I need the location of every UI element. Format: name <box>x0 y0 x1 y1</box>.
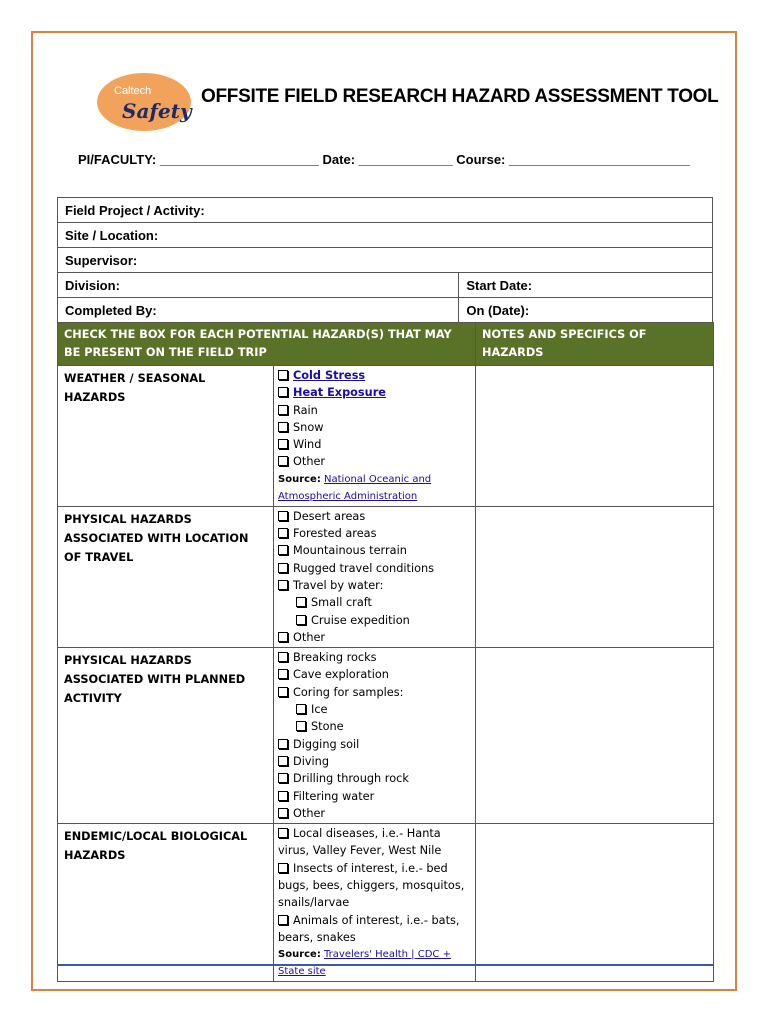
drilling-label: Drilling through rock <box>293 772 409 786</box>
source-label: Source: <box>278 949 321 961</box>
checkbox[interactable] <box>278 773 288 783</box>
checkbox[interactable] <box>278 863 288 873</box>
checkbox[interactable] <box>296 721 306 731</box>
small-craft-label: Small craft <box>311 596 372 610</box>
insects-label: Insects of interest, i.e.- bed bugs, bees, chiggers, mosquitos, snails/larvae <box>278 861 465 910</box>
logo-line2: Safety <box>122 99 192 123</box>
checkbox[interactable] <box>278 456 288 466</box>
completed-by[interactable]: Completed By: <box>58 298 459 323</box>
checkbox[interactable] <box>278 915 288 925</box>
supervisor[interactable]: Supervisor: <box>58 248 713 273</box>
diving-label: Diving <box>293 754 329 768</box>
other-label: Other <box>293 455 326 469</box>
snow-label: Snow <box>293 420 324 434</box>
checkbox[interactable] <box>278 632 288 642</box>
site-location[interactable]: Site / Location: <box>58 223 713 248</box>
hazard-check-header: CHECK THE BOX FOR EACH POTENTIAL HAZARD(S) THAT MAY BE PRESENT ON THE FIELD TRIP <box>58 323 476 366</box>
checkbox[interactable] <box>278 580 288 590</box>
source-label: Source: <box>278 473 321 485</box>
logo-line1: Caltech <box>114 85 152 97</box>
checkbox[interactable] <box>278 739 288 749</box>
ice-label: Ice <box>311 703 328 717</box>
checkbox[interactable] <box>278 387 288 397</box>
checkbox[interactable] <box>278 791 288 801</box>
checkbox[interactable] <box>278 422 288 432</box>
checkbox[interactable] <box>278 405 288 415</box>
other-label: Other <box>293 806 326 820</box>
on-date[interactable]: On (Date): <box>459 298 713 323</box>
page-title: OFFSITE FIELD RESEARCH HAZARD ASSESSMENT TOOL <box>201 86 719 107</box>
travel-notes[interactable] <box>476 506 714 647</box>
project-info-table <box>57 197 713 323</box>
other-label: Other <box>293 630 326 644</box>
bio-category: ENDEMIC/LOCAL BIOLOGICAL HAZARDS <box>58 824 274 982</box>
date-field[interactable]: Date: _____________ <box>322 152 453 167</box>
activity-notes[interactable] <box>476 648 714 824</box>
travel-category: PHYSICAL HAZARDS ASSOCIATED WITH LOCATION OF TRAVEL <box>58 506 274 647</box>
checkbox[interactable] <box>278 370 288 380</box>
checkbox[interactable] <box>278 511 288 521</box>
notes-header: NOTES AND SPECIFICS OF HAZARDS <box>476 323 714 366</box>
checkbox[interactable] <box>278 528 288 538</box>
rain-label: Rain <box>293 403 318 417</box>
checkbox[interactable] <box>278 808 288 818</box>
checkbox[interactable] <box>278 756 288 766</box>
forested-label: Forested areas <box>293 527 377 541</box>
bio-options <box>274 824 476 982</box>
checkbox[interactable] <box>296 597 306 607</box>
noaa-link[interactable]: National Oceanic and Atmospheric Administration <box>278 473 432 502</box>
bottom-rule <box>57 964 713 966</box>
breaking-label: Breaking rocks <box>293 651 377 665</box>
header-fields <box>78 152 690 167</box>
pi-faculty-field[interactable]: PI/FACULTY: ______________________ <box>78 152 319 167</box>
checkbox[interactable] <box>278 563 288 573</box>
travel-options <box>274 506 476 647</box>
rugged-label: Rugged travel conditions <box>293 561 435 575</box>
division[interactable]: Division: <box>58 273 459 298</box>
checkbox[interactable] <box>278 652 288 662</box>
checkbox[interactable] <box>278 669 288 679</box>
digging-label: Digging soil <box>293 737 360 751</box>
water-label: Travel by water: <box>293 578 384 592</box>
diseases-label: Local diseases, i.e.- Hanta virus, Valley Fever, West Nile <box>278 827 442 858</box>
animals-label: Animals of interest, i.e.- bats, bears, snakes <box>278 913 460 944</box>
checkbox[interactable] <box>296 615 306 625</box>
heat-exposure-link[interactable]: Heat Exposure <box>293 386 386 400</box>
desert-label: Desert areas <box>293 509 366 523</box>
checkbox[interactable] <box>278 545 288 555</box>
checkbox[interactable] <box>278 439 288 449</box>
hazard-table <box>57 322 714 982</box>
cold-stress-link[interactable]: Cold Stress <box>293 369 366 382</box>
weather-options <box>274 366 476 507</box>
start-date[interactable]: Start Date: <box>459 273 713 298</box>
caltech-safety-logo <box>92 72 200 132</box>
bio-notes[interactable] <box>476 824 714 982</box>
activity-options <box>274 648 476 824</box>
filtering-label: Filtering water <box>293 789 375 803</box>
course-field[interactable]: Course: _________________________ <box>456 152 690 167</box>
cruise-label: Cruise expedition <box>311 613 410 627</box>
cave-label: Cave exploration <box>293 668 389 682</box>
cdc-link[interactable]: Travelers' Health | CDC + State site <box>278 949 451 978</box>
wind-label: Wind <box>293 438 322 452</box>
checkbox[interactable] <box>278 828 288 838</box>
coring-label: Coring for samples: <box>293 685 404 699</box>
activity-category: PHYSICAL HAZARDS ASSOCIATED WITH PLANNED ACTIVITY <box>58 648 274 824</box>
stone-label: Stone <box>311 720 344 734</box>
checkbox[interactable] <box>296 704 306 714</box>
mountain-label: Mountainous terrain <box>293 544 407 558</box>
field-project-activity[interactable]: Field Project / Activity: <box>58 198 713 223</box>
weather-category: WEATHER / SEASONAL HAZARDS <box>58 366 274 507</box>
checkbox[interactable] <box>278 687 288 697</box>
weather-notes[interactable] <box>476 366 714 507</box>
